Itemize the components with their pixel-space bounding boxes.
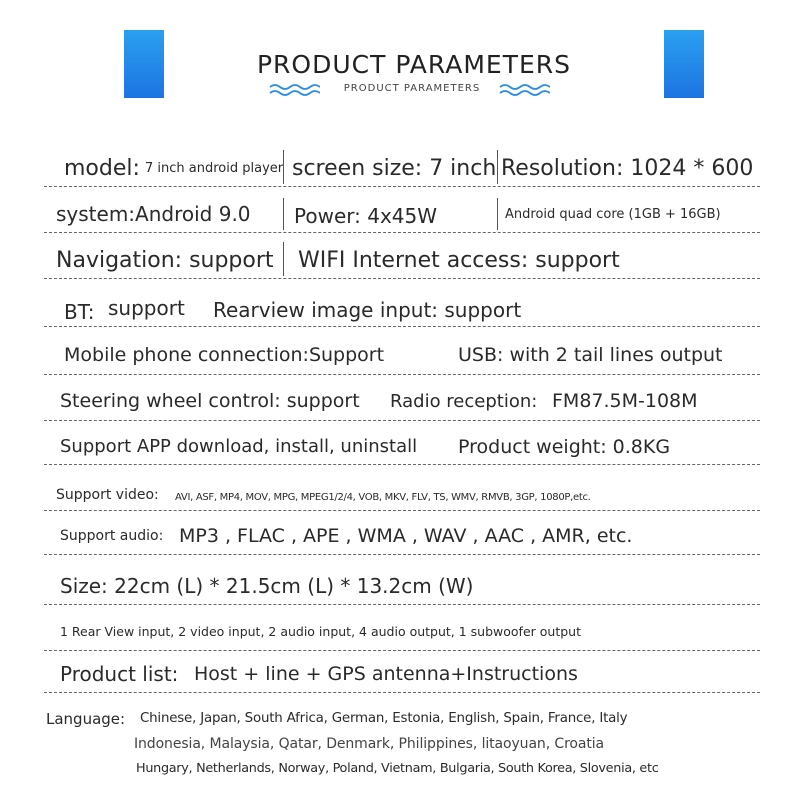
- row-size: [44, 566, 760, 605]
- separator: [283, 242, 284, 276]
- app: Support APP download, install, uninstall: [60, 436, 418, 457]
- model-label: model:: [64, 156, 140, 181]
- resolution: Resolution: 1024 * 600: [501, 156, 754, 181]
- power: Power: 4x45W: [294, 204, 437, 228]
- rearview: Rearview image input: support: [213, 298, 522, 322]
- weight: Product weight: 0.8KG: [458, 436, 671, 458]
- io: 1 Rear View input, 2 video input, 2 audio input, 4 audio output, 1 subwoofer output: [60, 624, 581, 639]
- separator: [497, 150, 498, 184]
- steering: Steering wheel control: support: [60, 390, 360, 412]
- cpu: Android quad core (1GB + 16GB): [505, 207, 721, 222]
- video-label: Support video:: [56, 487, 159, 503]
- product-list-value: Host + line + GPS antenna+Instructions: [194, 663, 578, 685]
- radio-label: Radio reception:: [390, 391, 538, 412]
- bt-value: support: [108, 296, 185, 320]
- video-value: AVI, ASF, MP4, MOV, MPG, MPEG1/2/4, VOB, MKV, FLV, TS, WMV, RMVB, 3GP, 1080P,etc.: [175, 492, 591, 503]
- row-navigation: [44, 240, 760, 279]
- navigation: Navigation: support: [56, 248, 274, 273]
- separator: [283, 198, 284, 230]
- radio-value: FM87.5M-108M: [552, 390, 698, 412]
- row-steering: [44, 382, 760, 421]
- separator: [283, 150, 284, 184]
- product-list-label: Product list:: [60, 662, 179, 686]
- usb: USB: with 2 tail lines output: [458, 344, 723, 366]
- mobile: Mobile phone connection:Support: [64, 344, 385, 366]
- row-product-list: [44, 656, 760, 693]
- row-bt: [44, 290, 760, 327]
- page-title: PRODUCT PARAMETERS: [256, 50, 572, 79]
- audio-label: Support audio:: [60, 528, 164, 544]
- page-subtitle: PRODUCT PARAMETERS: [343, 83, 481, 94]
- row-video: [44, 480, 760, 511]
- language-label: Language:: [46, 710, 126, 728]
- row-io: [44, 616, 760, 651]
- language-line-2: Indonesia, Malaysia, Qatar, Denmark, Philippines, litaoyuan, Croatia: [134, 736, 605, 752]
- row-app: [44, 428, 760, 465]
- row-model: [44, 148, 760, 187]
- size: Size: 22cm (L) * 21.5cm (L) * 13.2cm (W): [60, 574, 474, 598]
- right-wave-icon: [498, 82, 550, 98]
- separator: [497, 198, 498, 230]
- wifi: WIFI Internet access: support: [298, 248, 620, 273]
- bt-label: BT:: [64, 300, 95, 324]
- audio-value: MP3 , FLAC , APE , WMA , WAV , AAC , AMR, etc.: [179, 525, 633, 547]
- system: system:Android 9.0: [56, 202, 251, 226]
- row-system: [44, 196, 760, 233]
- language-line-1: Chinese, Japan, South Africa, German, Estonia, English, Spain, France, Italy: [140, 711, 628, 726]
- language-line-3: Hungary, Netherlands, Norway, Poland, Vietnam, Bulgaria, South Korea, Slovenia, etc: [136, 761, 659, 776]
- row-mobile: [44, 336, 760, 375]
- screen-size: screen size: 7 inch: [292, 156, 497, 181]
- row-audio: [44, 518, 760, 555]
- model-value: 7 inch android player: [145, 161, 284, 176]
